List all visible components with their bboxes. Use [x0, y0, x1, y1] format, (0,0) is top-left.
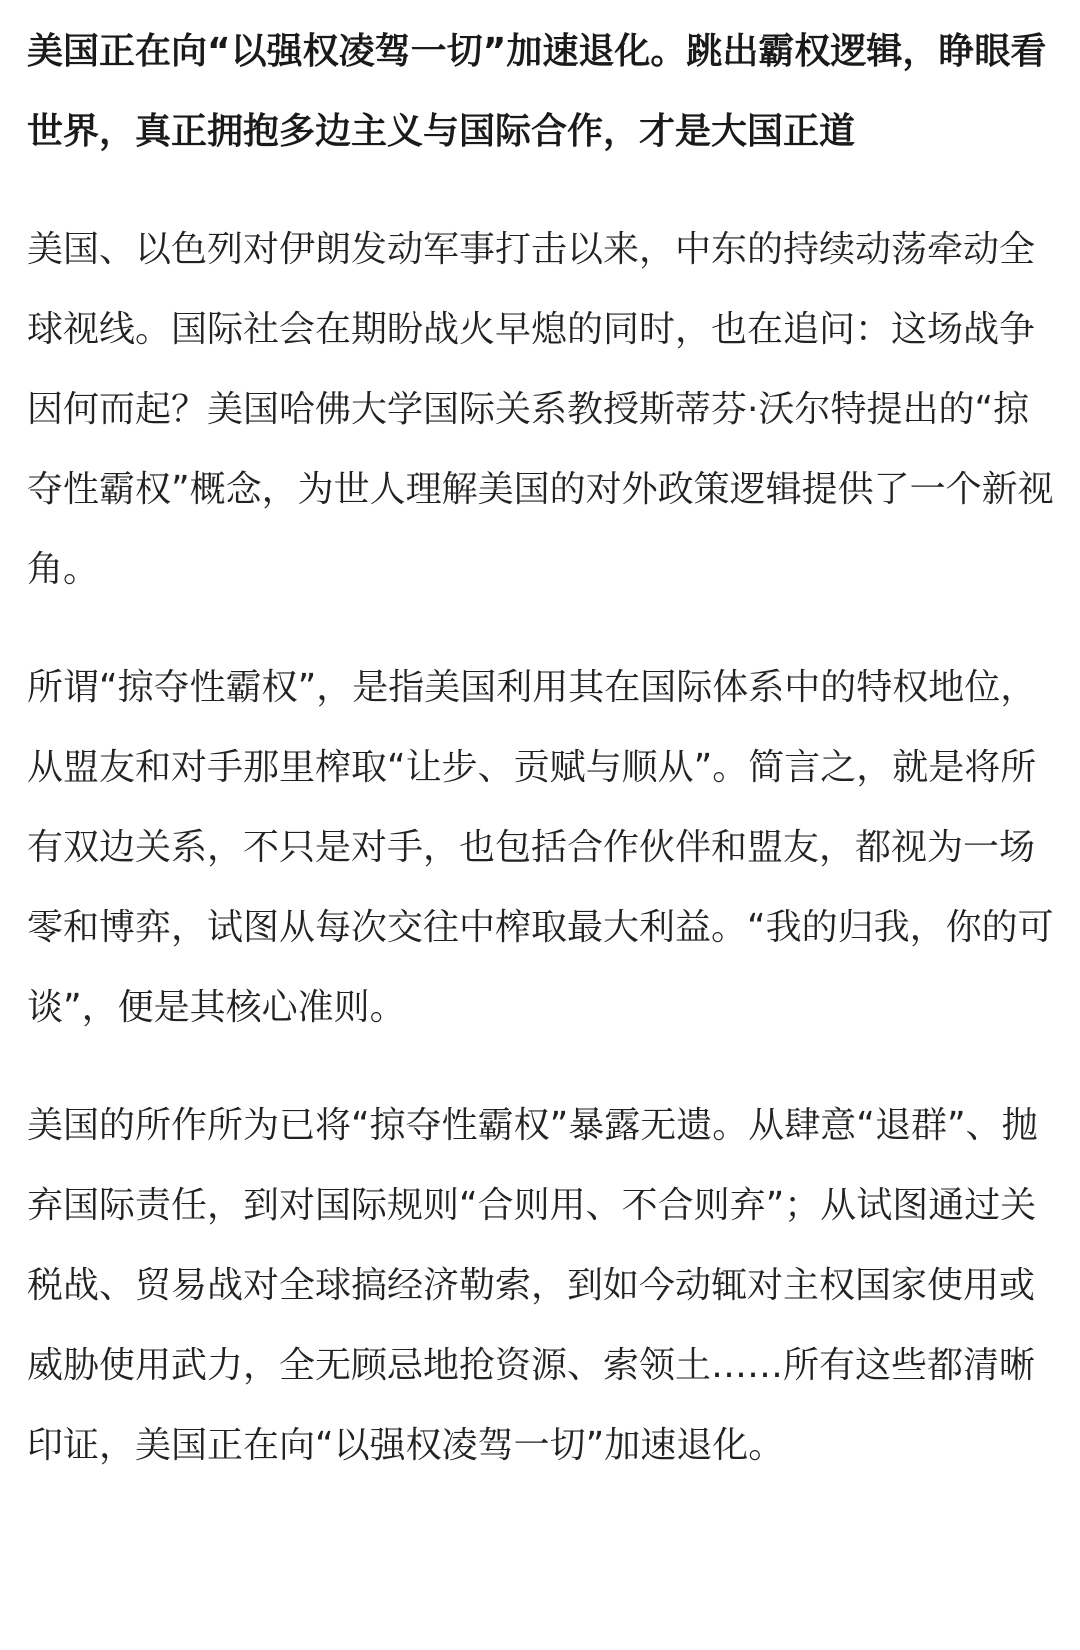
article-paragraph-2: 所谓“掠夺性霸权”，是指美国利用其在国际体系中的特权地位，从盟友和对手那里榨取“让步、贡赋与顺从”。简言之，就是将所有双边关系，不只是对手，也包括合作伙伴和盟友，都视为一场零和博弈，试图从每次交往中榨取最大利益。“我的归我，你的可谈”，便是其核心准则。 — [27, 667, 1054, 1028]
article-paragraph-1: 美国、以色列对伊朗发动军事打击以来，中东的持续动荡牵动全球视线。国际社会在期盼战火早熄的同时，也在追问：这场战争因何而起？美国哈佛大学国际关系教授斯蒂芬·沃尔特提出的“掠夺性霸权”概念，为世人理解美国的对外政策逻辑提供了一个新视角。 — [27, 229, 1054, 590]
article-paragraph-3: 美国的所作所为已将“掠夺性霸权”暴露无遗。从肆意“退群”、抛弃国际责任，到对国际规则“合则用、不合则弃”；从试图通过关税战、贸易战对全球搞经济勒索，到如今动辄对主权国家使用或威胁使用武力，全无顾忌地抢资源、索领土……所有这些都清晰印证，美国正在向“以强权凌驾一切”加速退化。 — [27, 1105, 1038, 1466]
article-headline: 美国正在向“以强权凌驾一切”加速退化。跳出霸权逻辑，睁眼看世界，真正拥抱多边主义与国际合作，才是大国正道 — [27, 31, 1047, 152]
article-body — [27, 0, 1057, 1486]
